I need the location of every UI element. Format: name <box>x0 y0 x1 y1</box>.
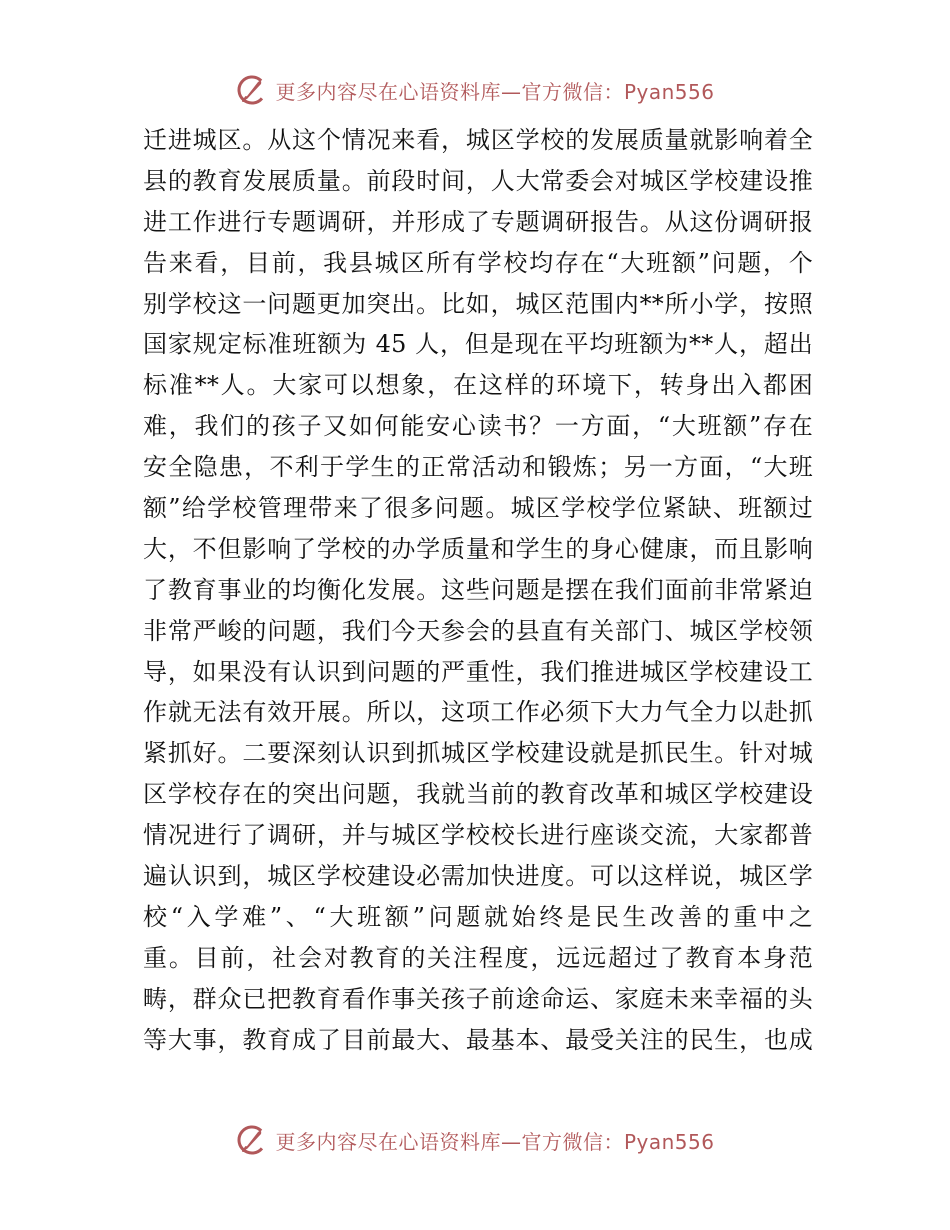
text-line: 重。目前，社会对教育的关注程度，远远超过了教育本身范 <box>143 943 813 972</box>
text-line: 国家规定标准班额为 45 人，但是现在平均班额为**人，超出 <box>143 330 813 359</box>
quill-pen-logo-icon <box>235 73 269 107</box>
text-line: 县的教育发展质量。前段时间，人大常委会对城区学校建设推 <box>143 166 813 195</box>
text-line: 非常严峻的问题，我们今天参会的县直有关部门、城区学校领 <box>143 616 813 645</box>
text-line: 别学校这一问题更加突出。比如，城区范围内**所小学，按照 <box>143 289 813 318</box>
text-line: 迁进城区。从这个情况来看，城区学校的发展质量就影响着全 <box>143 126 813 154</box>
text-line: 安全隐患，不利于学生的正常活动和锻炼；另一方面，“大班 <box>143 453 813 482</box>
header-watermark-banner <box>0 70 950 110</box>
text-line: 额”给学校管理带来了很多问题。城区学校学位紧缺、班额过 <box>143 494 813 523</box>
document-body <box>143 120 813 1060</box>
text-line: 紧抓好。二要深刻认识到抓城区学校建设就是抓民生。针对城 <box>143 739 813 768</box>
text-line: 标准**人。大家可以想象，在这样的环境下，转身出入都困 <box>143 371 813 400</box>
text-line: 校“入学难”、“大班额”问题就始终是民生改善的重中之 <box>143 902 813 931</box>
text-line: 大，不但影响了学校的办学质量和学生的身心健康，而且影响 <box>143 534 813 563</box>
text-line: 告来看，目前，我县城区所有学校均存在“大班额”问题，个 <box>143 248 813 277</box>
footer-banner-text: 更多内容尽在心语资料库—官方微信：Pyan556 <box>275 1129 715 1154</box>
quill-pen-logo-icon <box>235 1123 269 1157</box>
text-line: 导，如果没有认识到问题的严重性，我们推进城区学校建设工 <box>143 657 813 686</box>
text-line: 作就无法有效开展。所以，这项工作必须下大力气全力以赴抓 <box>143 698 813 727</box>
text-line: 难，我们的孩子又如何能安心读书？一方面，“大班额”存在 <box>143 412 813 441</box>
text-line: 进工作进行专题调研，并形成了专题调研报告。从这份调研报 <box>143 207 813 236</box>
text-line: 区学校存在的突出问题，我就当前的教育改革和城区学校建设 <box>143 780 813 809</box>
text-line: 等大事，教育成了目前最大、最基本、最受关注的民生，也成 <box>143 1025 813 1054</box>
text-line: 情况进行了调研，并与城区学校校长进行座谈交流，大家都普 <box>143 821 813 850</box>
header-banner-text: 更多内容尽在心语资料库—官方微信：Pyan556 <box>275 79 715 104</box>
footer-watermark-banner <box>0 1120 950 1160</box>
text-line: 遍认识到，城区学校建设必需加快进度。可以这样说，城区学 <box>143 862 813 891</box>
text-line: 畴，群众已把教育看作事关孩子前途命运、家庭未来幸福的头 <box>143 984 813 1013</box>
text-line: 了教育事业的均衡化发展。这些问题是摆在我们面前非常紧迫 <box>143 575 813 604</box>
